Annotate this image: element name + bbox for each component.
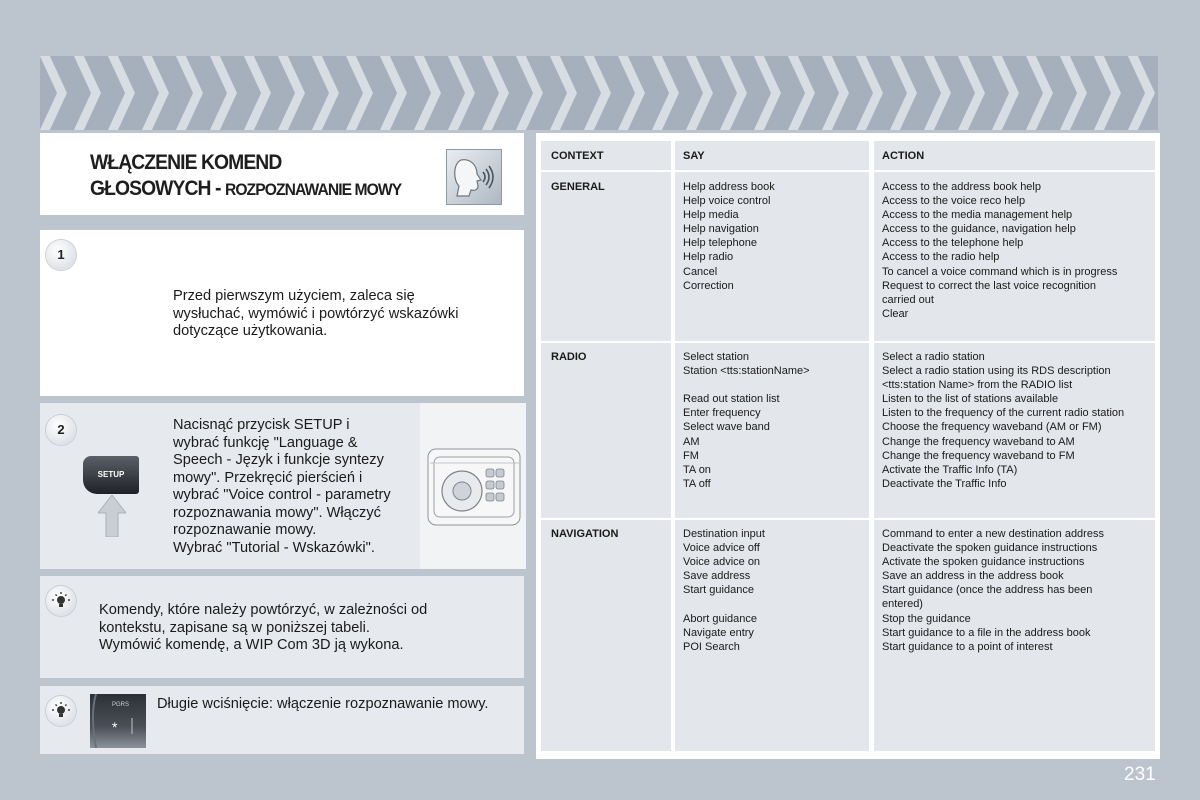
tip-2-text: Długie wciśnięcie: włączenie rozpoznawanie mowy. (157, 696, 489, 712)
row-divider-1 (541, 341, 1155, 343)
context-navigation: NAVIGATION (551, 528, 619, 540)
tip-1-text: Komendy, które należy powtórzyć, w zależności od kontekstu, zapisane są w poniższej tabeli. Wymówić komendę, a WIP Com 3D ją wykona. (99, 602, 428, 653)
action-radio: Select a radio station Select a radio station using its RDS description <tts:station Name> from the RADIO list Listen to the list of stations available Listen to the frequency of the current radio station Choose the frequency waveband (AM or FM) Change the frequency waveband to AM Change the frequency waveband to FM Activate the Traffic Info (TA) Deactivate the Traffic Info (882, 351, 1125, 490)
svg-text:*: * (112, 719, 118, 735)
context-radio: RADIO (551, 351, 587, 363)
step-2-text: Nacisnąć przycisk SETUP i wybrać funkcję "Language & Speech - Język i funkcje syntezy mowy". Przekręcić pierścień i wybrać "Voice control - parametry rozpoznawania mowy". Włączyć rozpoznawanie mowy. Wybrać "Tutorial - Wskazówki". (173, 417, 391, 556)
step-2-panel (40, 403, 524, 569)
say-radio: Select station Station <tts:stationName> Read out station list Enter frequency Select wave band AM FM TA on TA off (683, 351, 810, 490)
step-1-text: Przed pierwszym użyciem, zaleca się wysłuchać, wymówić i powtórzyć wskazówki dotyczące użytkowania. (173, 288, 459, 339)
svg-text:PGRS: PGRS (112, 702, 130, 708)
page-title-line1: WŁĄCZENIE KOMEND (90, 151, 282, 174)
voice-recognition-icon (446, 149, 502, 205)
step-number-2: 2 (46, 415, 76, 445)
step-1-panel (40, 230, 524, 396)
chevron-pattern (40, 56, 1158, 130)
title-subtitle: ROZPOZNAWANIE MOWY (224, 180, 402, 199)
steering-wheel-control-image (90, 694, 146, 748)
action-navigation: Command to enter a new destination address Deactivate the spoken guidance instructions Activate the spoken guidance instructions Save an address in the address book Start guidance (once the address has been entered) Stop the guidance Start guidance to a file in the address book Start guidance to a point of interest (882, 528, 1104, 653)
action-general: Access to the address book help Access to the voice reco help Access to the media management help Access to the guidance, navigation help Access to the telephone help Access to the radio help To cancel a voice command which is in progress Request to correct the last voice recognition carried out Clear (882, 181, 1118, 320)
row-divider-2 (541, 518, 1155, 520)
tip-2-panel (40, 686, 524, 754)
header-action: ACTION (882, 150, 925, 162)
header-divider (541, 170, 1155, 172)
title-main: GŁOSOWYCH - (90, 177, 225, 200)
page-number: 231 (1124, 764, 1156, 785)
title-box (40, 133, 524, 215)
page-title-line2 (90, 177, 401, 201)
lightbulb-icon-2 (46, 696, 76, 726)
arrow-up-icon (98, 495, 126, 537)
radio-unit-image (420, 403, 526, 569)
context-general: GENERAL (551, 181, 605, 193)
chevron-banner (40, 56, 1158, 130)
step-number-1: 1 (46, 240, 76, 270)
tip-1-panel (40, 576, 524, 678)
say-general: Help address book Help voice control Help media Help navigation Help telephone Help radio Cancel Correction (683, 181, 775, 292)
header-say: SAY (683, 150, 705, 162)
setup-button-image: SETUP (83, 456, 139, 494)
context-column (541, 141, 671, 751)
voice-commands-table (536, 133, 1160, 759)
lightbulb-icon (46, 586, 76, 616)
say-navigation: Destination input Voice advice off Voice advice on Save address Start guidance Abort guidance Navigate entry POI Search (683, 528, 765, 653)
header-context: CONTEXT (551, 150, 604, 162)
